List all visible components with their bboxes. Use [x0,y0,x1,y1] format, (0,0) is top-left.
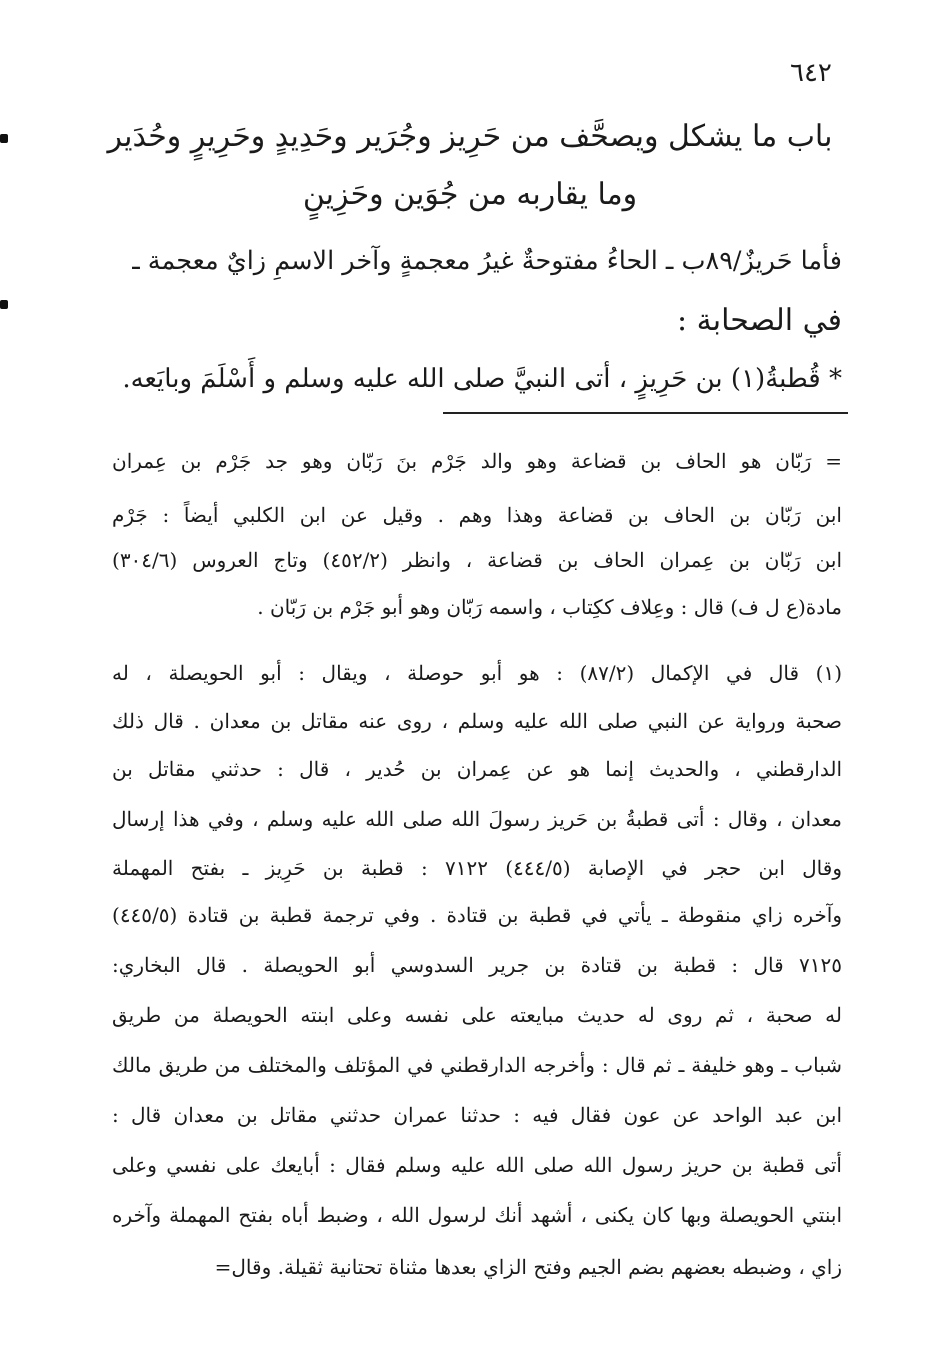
scan-edge-mark [0,300,8,309]
footnote-separator [443,412,848,414]
footnote-line: ابنتي الحويصلة وبها كان يكنى ، أشهد أنك لرسول الله ، وضبط أباه بفتح المهملة وآخره [112,1203,842,1227]
footnote-line: (١) قال في الإكمال (٨٧/٢) : هو أبو حوصلة ، ويقال : أبو الحويصلة ، له [112,661,842,685]
footnote-line: = رَبّان هو الحاف بن قضاعة وهو والد جَرْم بنَ رَبّان وهو جد جَرْم بن عِمران [112,449,842,473]
page-number: ٦٤٢ [790,58,832,88]
footnote-line: زاي ، وضبطه بعضهم بضم الجيم وفتح الزاي بعدها مثناة تحتانية ثقيلة. وقال= [214,1255,842,1279]
scan-edge-mark [0,134,8,143]
footnote-line: وآخره زاي منقوطة ـ يأتي في قطبة بن قتادة . وفي ترجمة قطبة بن قتادة (٤٤٥/٥) [112,903,842,927]
chapter-heading-line-1: باب ما يشكل ويصحَّف من حَرِيز وجُرَير وحَدِيدٍ وحَرِيرٍ وحُدَير [107,119,833,154]
footnote-line: ٧١٢٥ قال : قطبة بن قتادة بن جرير السدوسي أبو الحويصلة . قال البخاري: [112,953,842,977]
footnote-line: ابن رَبّان بن عِمران الحاف بن قضاعة ، وانظر (٤٥٢/٢) وتاج العروس (٣٠٤/٦) [112,548,842,572]
body-line: فأما حَريزٌ/٨٩ب ـ الحاءُ مفتوحةٌ غيرُ معجمةٍ وآخر الاسمِ زايٌ معجمة ـ [132,246,842,276]
footnote-line: ابن رَبّان بن الحاف بن قضاعة وهذا وهم . وقيل عن ابن الكلبي أيضاً : جَرْم [112,503,842,527]
footnote-line: أتى قطبة بن حريز رسول الله صلى الله عليه وسلم فقال : أبايعك على نفسي وعلى [112,1153,842,1177]
footnote-line: وقال ابن حجر في الإصابة (٤٤٤/٥) ٧١٢٢ : قطبة بن حَرِيز ـ بفتح المهملة [112,856,842,880]
footnote-line: ابن عبد الواحد عن عون فقال فيه : حدثنا عمران حدثني مقاتل بن معدان قال : [112,1103,842,1127]
footnote-line: له صحبة ، ثم روى له حديث مبايعته على نفسه وعلى ابنته الحويصلة من طريق [112,1003,842,1027]
footnote-line: مادة(ع ل ف) قال : وعِلاف ككِتاب ، واسمه رَبّان وهو أبو جَرْم بن رَبّان . [257,595,842,619]
footnote-line: معدان ، وقال : أتى قطبةُ بن حَريز رسولَ الله صلى الله عليه وسلم ، وفي هذا إرسال [112,807,842,831]
body-line: * قُطبةُ(١) بن حَرِيزٍ ، أتى النبيَّ صلى الله عليه وسلم و أَسْلَمَ وبايَعه. [122,364,842,394]
footnote-line: شباب ـ وهو خليفة ـ ثم قال : وأخرجه الدارقطني في المؤتلف والمختلف من طريق مالك [112,1053,842,1077]
body-line: في الصحابة : [677,303,842,338]
chapter-heading-line-2: وما يقاربه من جُوَين وحَزِينٍ [302,177,638,212]
footnote-line: صحبة ورواية عن النبي صلى الله عليه وسلم ، روى عنه مقاتل بن معدان . قال ذلك [112,709,842,733]
footnote-line: الدارقطني ، والحديث إنما هو عن عِمران بن حُدير ، قال : حدثني مقاتل بن [112,757,842,781]
